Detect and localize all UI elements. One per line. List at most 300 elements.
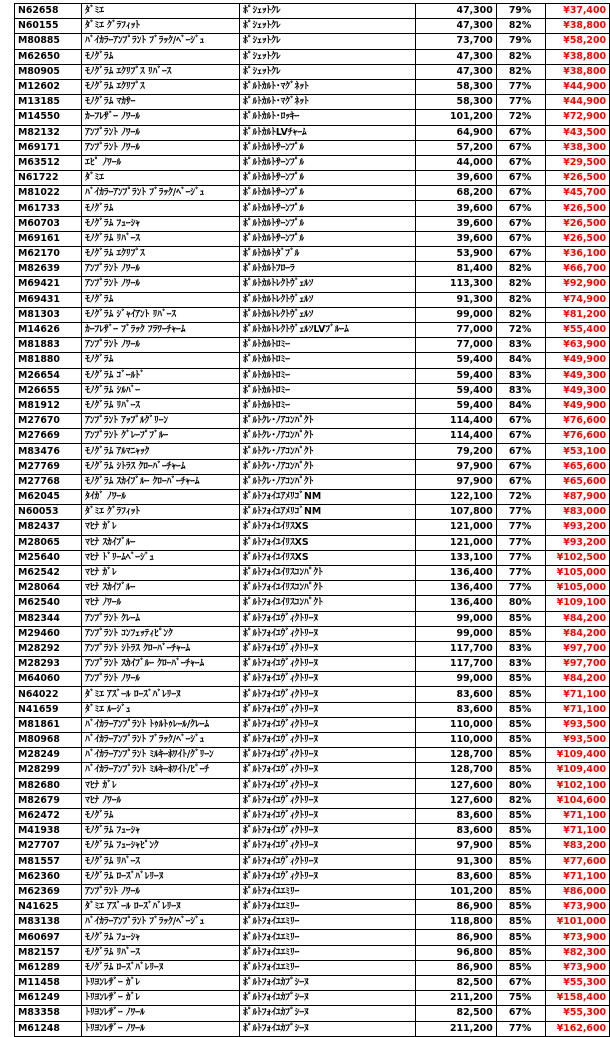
model-name-cell: ﾎﾟﾙﾄｶﾙﾄﾚｸﾄｳﾞｪﾙｿ [240,307,416,322]
table-row [15,808,610,823]
color-name-cell: ｱﾝﾌﾟﾗﾝﾄ ｽｶｲﾌﾞﾙｰ ｸﾛｰﾊﾞｰﾁｬｰﾑ [82,657,240,672]
product-code-cell: N41625 [15,900,82,915]
rate-cell: 85% [496,763,546,778]
product-code-cell: M63512 [15,155,82,170]
color-name-cell: ﾓﾉｸﾞﾗﾑ [82,201,240,216]
sale-price-cell: ¥63,900 [546,338,610,353]
table-row [15,991,610,1006]
color-name-cell: ﾄﾘﾖﾝﾚｻﾞｰ ｶﾞﾚ [82,991,240,1006]
sale-price-cell: ¥76,600 [546,414,610,429]
color-name-cell: ｶｰﾌﾚｻﾞｰ ﾉﾜｰﾙ [82,110,240,125]
model-name-cell: ﾎﾟｼｪｯﾄｸﾚ [240,49,416,64]
product-code-cell: M83138 [15,915,82,930]
list-price-cell: 110,000 [416,717,497,732]
sale-price-cell: ¥97,700 [546,657,610,672]
color-name-cell: ﾄﾘﾖﾝﾚｻﾞｰ ﾉﾜｰﾙ [82,1021,240,1036]
table-row [15,778,610,793]
list-price-cell: 47,300 [416,49,497,64]
list-price-cell: 58,300 [416,79,497,94]
rate-cell: 84% [496,398,546,413]
table-row [15,824,610,839]
rate-cell: 82% [496,49,546,64]
model-name-cell: ﾎﾟﾙﾄﾌｫｲﾕｲﾘｽｺﾝﾊﾟｸﾄ [240,565,416,580]
table-row [15,748,610,763]
sale-price-cell: ¥65,600 [546,459,610,474]
color-name-cell: ｱﾝﾌﾟﾗﾝﾄ ﾉﾜｰﾙ [82,277,240,292]
model-name-cell: ﾎﾟﾙﾄｶﾙﾄﾛﾐｰ [240,353,416,368]
sale-price-cell: ¥102,100 [546,778,610,793]
table-row [15,292,610,307]
model-name-cell: ﾎﾟﾙﾄﾌｫｲﾕｳﾞｨｸﾄﾘｰﾇ [240,672,416,687]
sale-price-cell: ¥77,600 [546,854,610,869]
list-price-cell: 58,300 [416,95,497,110]
product-code-cell: M28064 [15,581,82,596]
rate-cell: 82% [496,262,546,277]
product-code-cell: M62170 [15,247,82,262]
list-price-cell: 101,200 [416,110,497,125]
model-name-cell: ﾎﾟﾙﾄｶﾙﾄ･ﾏｸﾞﾈｯﾄ [240,95,416,110]
list-price-cell: 99,000 [416,626,497,641]
model-name-cell: ﾎﾟﾙﾄﾌｫｲﾕｳﾞｨｸﾄﾘｰﾇ [240,808,416,823]
table-row [15,490,610,505]
table-row [15,520,610,535]
sale-price-cell: ¥82,300 [546,945,610,960]
model-name-cell: ﾎﾟｼｪｯﾄｸﾚ [240,34,416,49]
sale-price-cell: ¥49,300 [546,368,610,383]
table-row [15,717,610,732]
sale-price-cell: ¥87,900 [546,490,610,505]
model-name-cell: ﾎﾟﾙﾄﾌｫｲﾕｴﾐﾘｰ [240,960,416,975]
table-row [15,4,610,19]
product-code-cell: M27768 [15,474,82,489]
model-name-cell: ﾎﾟﾙﾄｶﾙﾄﾚｸﾄｳﾞｪﾙｿ [240,292,416,307]
list-price-cell: 127,600 [416,793,497,808]
color-name-cell: ﾓﾉｸﾞﾗﾑ ﾌｭｰｼｬ [82,216,240,231]
color-name-cell: ｱﾝﾌﾟﾗﾝﾄ ｱｯﾌﾟﾙｸﾞﾘｰﾝ [82,414,240,429]
list-price-cell: 83,600 [416,808,497,823]
product-code-cell: M61289 [15,960,82,975]
table-row [15,474,610,489]
color-name-cell: ｱﾝﾌﾟﾗﾝﾄ ﾉﾜｰﾙ [82,125,240,140]
table-row [15,95,610,110]
rate-cell: 82% [496,307,546,322]
color-name-cell: ﾓﾉｸﾞﾗﾑ ｺﾞｰﾙﾄﾞ [82,368,240,383]
rate-cell: 67% [496,216,546,231]
product-code-cell: M28292 [15,641,82,656]
table-row [15,641,610,656]
sale-price-cell: ¥37,400 [546,4,610,19]
rate-cell: 85% [496,930,546,945]
sale-price-cell: ¥109,100 [546,596,610,611]
sale-price-cell: ¥83,000 [546,505,610,520]
sale-price-cell: ¥26,500 [546,171,610,186]
color-name-cell: ﾊﾞｲｶﾗｰｱﾝﾌﾟﾗﾝﾄ ﾌﾞﾗｯｸ/ﾍﾞｰｼﾞｭ [82,915,240,930]
sale-price-cell: ¥49,900 [546,353,610,368]
table-row [15,793,610,808]
model-name-cell: ﾎﾟﾙﾄﾌｫｲﾕｳﾞｨｸﾄﾘｰﾇ [240,702,416,717]
model-name-cell: ﾎﾟﾙﾄﾌｫｲﾕｲﾘｽｺﾝﾊﾟｸﾄ [240,581,416,596]
rate-cell: 83% [496,368,546,383]
sale-price-cell: ¥44,900 [546,95,610,110]
rate-cell: 85% [496,915,546,930]
product-code-cell: M81557 [15,854,82,869]
table-row [15,231,610,246]
list-price-cell: 68,200 [416,186,497,201]
model-name-cell: ﾎﾟﾙﾄｶﾙﾄLVﾁｬｰﾑ [240,125,416,140]
sale-price-cell: ¥76,600 [546,429,610,444]
color-name-cell: ﾓﾉｸﾞﾗﾑ ﾛｰｽﾞﾊﾞﾚﾘｰﾇ [82,869,240,884]
product-code-cell: M81303 [15,307,82,322]
rate-cell: 77% [496,95,546,110]
color-name-cell: ｴﾋﾟ ﾉﾜｰﾙ [82,155,240,170]
rate-cell: 67% [496,155,546,170]
product-code-cell: M81883 [15,338,82,353]
list-price-cell: 79,200 [416,444,497,459]
rate-cell: 83% [496,383,546,398]
table-row [15,626,610,641]
rate-cell: 85% [496,884,546,899]
color-name-cell: ﾄﾘﾖﾝﾚｻﾞｰ ｶﾞﾚ [82,976,240,991]
rate-cell: 85% [496,672,546,687]
rate-cell: 67% [496,201,546,216]
sale-price-cell: ¥73,900 [546,960,610,975]
sale-price-cell: ¥38,800 [546,64,610,79]
sale-price-cell: ¥93,500 [546,717,610,732]
color-name-cell: ﾀｲｶﾞ ﾉﾜｰﾙ [82,490,240,505]
model-name-cell: ﾎﾟﾙﾄｶﾙﾄｻｰﾝﾌﾟﾙ [240,186,416,201]
list-price-cell: 86,900 [416,900,497,915]
sale-price-cell: ¥71,100 [546,687,610,702]
table-row [15,110,610,125]
product-code-cell: M83476 [15,444,82,459]
model-name-cell: ﾎﾟﾙﾄﾌｫｲﾕｴﾐﾘｰ [240,930,416,945]
table-row [15,915,610,930]
color-name-cell: ﾏﾋﾅ ｽｶｲﾌﾞﾙｰ [82,581,240,596]
model-name-cell: ﾎﾟﾙﾄｶﾙﾄﾚｸﾄｳﾞｪﾙｿLVﾌﾞﾙｰﾑ [240,322,416,337]
table-row [15,960,610,975]
list-price-cell: 117,700 [416,657,497,672]
list-price-cell: 39,600 [416,171,497,186]
table-row [15,262,610,277]
model-name-cell: ﾎﾟﾙﾄﾌｫｲﾕｳﾞｨｸﾄﾘｰﾇ [240,657,416,672]
model-name-cell: ﾎﾟﾙﾄｸﾚ･ﾉｱｺﾝﾊﾟｸﾄ [240,474,416,489]
color-name-cell: ﾀﾞﾐｴ ｸﾞﾗﾌｨｯﾄ [82,505,240,520]
model-name-cell: ﾎﾟﾙﾄｶﾙﾄﾚｸﾄｳﾞｪﾙｿ [240,277,416,292]
table-row [15,976,610,991]
sale-price-cell: ¥101,000 [546,915,610,930]
product-code-cell: N62658 [15,4,82,19]
product-code-cell: M60703 [15,216,82,231]
sale-price-cell: ¥66,700 [546,262,610,277]
product-code-cell: M26654 [15,368,82,383]
model-name-cell: ﾎﾟﾙﾄｶﾙﾄﾛﾐｰ [240,383,416,398]
table-row [15,383,610,398]
product-code-cell: M11458 [15,976,82,991]
product-code-cell: M25640 [15,550,82,565]
table-row [15,900,610,915]
rate-cell: 85% [496,748,546,763]
price-table-body [15,4,610,1037]
model-name-cell: ﾎﾟﾙﾄｸﾚ･ﾉｱｺﾝﾊﾟｸﾄ [240,459,416,474]
model-name-cell: ﾎﾟﾙﾄﾌｫｲﾕｳﾞｨｸﾄﾘｰﾇ [240,763,416,778]
list-price-cell: 47,300 [416,4,497,19]
table-row [15,79,610,94]
product-code-cell: M41938 [15,824,82,839]
sale-price-cell: ¥105,000 [546,581,610,596]
rate-cell: 85% [496,611,546,626]
model-name-cell: ﾎﾟﾙﾄﾌｫｲﾕｱﾒﾘｺﾞNM [240,490,416,505]
color-name-cell: ﾄﾘﾖﾝﾚｻﾞｰ ﾉﾜｰﾙ [82,1006,240,1021]
color-name-cell: ﾓﾉｸﾞﾗﾑ ｴｸﾘﾌﾟｽ ﾘﾊﾞｰｽ [82,64,240,79]
color-name-cell: ﾓﾉｸﾞﾗﾑ [82,353,240,368]
list-price-cell: 57,200 [416,140,497,155]
color-name-cell: ﾏﾋﾅ ｽｶｲﾌﾞﾙｰ [82,535,240,550]
color-name-cell: ﾀﾞﾐｴ ｱｽﾞｰﾙ ﾛｰｽﾞﾊﾞﾚﾘｰﾇ [82,687,240,702]
rate-cell: 80% [496,778,546,793]
list-price-cell: 39,600 [416,231,497,246]
table-row [15,338,610,353]
list-price-cell: 97,900 [416,459,497,474]
table-row [15,1006,610,1021]
model-name-cell: ﾎﾟﾙﾄﾌｫｲﾕｴﾐﾘｰ [240,915,416,930]
product-code-cell: M82344 [15,611,82,626]
product-code-cell: M13185 [15,95,82,110]
rate-cell: 67% [496,171,546,186]
rate-cell: 85% [496,900,546,915]
table-row [15,596,610,611]
sale-price-cell: ¥71,100 [546,869,610,884]
rate-cell: 77% [496,565,546,580]
sale-price-cell: ¥97,700 [546,641,610,656]
list-price-cell: 96,800 [416,945,497,960]
sale-price-cell: ¥26,500 [546,231,610,246]
rate-cell: 85% [496,702,546,717]
product-code-cell: N41659 [15,702,82,717]
sale-price-cell: ¥72,900 [546,110,610,125]
rate-cell: 67% [496,125,546,140]
list-price-cell: 59,400 [416,383,497,398]
list-price-cell: 86,900 [416,930,497,945]
list-price-cell: 107,800 [416,505,497,520]
sale-price-cell: ¥55,300 [546,976,610,991]
table-row [15,505,610,520]
color-name-cell: ﾓﾉｸﾞﾗﾑ ﾘﾊﾞｰｽ [82,231,240,246]
list-price-cell: 82,500 [416,1006,497,1021]
list-price-cell: 53,900 [416,247,497,262]
list-price-cell: 59,400 [416,368,497,383]
list-price-cell: 83,600 [416,869,497,884]
model-name-cell: ﾎﾟﾙﾄﾌｫｲﾕｶﾌﾟｼｰﾇ [240,1021,416,1036]
model-name-cell: ﾎﾟﾙﾄﾌｫｲﾕｶﾌﾟｼｰﾇ [240,976,416,991]
sale-price-cell: ¥26,500 [546,216,610,231]
list-price-cell: 97,900 [416,474,497,489]
color-name-cell: ﾓﾉｸﾞﾗﾑ ﾘﾊﾞｰｽ [82,398,240,413]
model-name-cell: ﾎﾟﾙﾄﾌｫｲﾕｳﾞｨｸﾄﾘｰﾇ [240,824,416,839]
rate-cell: 82% [496,292,546,307]
table-row [15,459,610,474]
rate-cell: 82% [496,19,546,34]
table-row [15,611,610,626]
product-code-cell: M69431 [15,292,82,307]
model-name-cell: ﾎﾟﾙﾄﾌｫｲﾕｳﾞｨｸﾄﾘｰﾇ [240,687,416,702]
list-price-cell: 101,200 [416,884,497,899]
color-name-cell: ﾓﾉｸﾞﾗﾑ ﾘﾊﾞｰｽ [82,945,240,960]
table-row [15,884,610,899]
list-price-cell: 121,000 [416,520,497,535]
product-code-cell: M82437 [15,520,82,535]
product-code-cell: M60697 [15,930,82,945]
sale-price-cell: ¥71,100 [546,824,610,839]
table-row [15,125,610,140]
table-row [15,672,610,687]
color-name-cell: ﾊﾞｲｶﾗｰｱﾝﾌﾟﾗﾝﾄ ﾌﾞﾗｯｸ/ﾍﾞｰｼﾞｭ [82,733,240,748]
model-name-cell: ﾎﾟﾙﾄｶﾙﾄｻｰﾝﾌﾟﾙ [240,231,416,246]
rate-cell: 67% [496,976,546,991]
model-name-cell: ﾎﾟｼｪｯﾄｸﾚ [240,19,416,34]
list-price-cell: 136,400 [416,581,497,596]
sale-price-cell: ¥73,900 [546,930,610,945]
list-price-cell: 136,400 [416,565,497,580]
model-name-cell: ﾎﾟﾙﾄﾌｫｲﾕｶﾌﾟｼｰﾇ [240,991,416,1006]
color-name-cell: ﾓﾉｸﾞﾗﾑ ｼﾞｬｲｱﾝﾄ ﾘﾊﾞｰｽ [82,307,240,322]
color-name-cell: ﾓﾉｸﾞﾗﾑ ﾘﾊﾞｰｽ [82,854,240,869]
product-code-cell: M64060 [15,672,82,687]
model-name-cell: ﾎﾟﾙﾄﾌｫｲﾕｳﾞｨｸﾄﾘｰﾇ [240,793,416,808]
model-name-cell: ﾎﾟﾙﾄｶﾙﾄﾛﾐｰ [240,338,416,353]
rate-cell: 85% [496,626,546,641]
list-price-cell: 97,900 [416,839,497,854]
list-price-cell: 211,200 [416,991,497,1006]
model-name-cell: ﾎﾟﾙﾄﾌｫｲﾕｴﾐﾘｰ [240,884,416,899]
model-name-cell: ﾎﾟﾙﾄｶﾙﾄｻｰﾝﾌﾟﾙ [240,171,416,186]
product-code-cell: N61722 [15,171,82,186]
table-row [15,186,610,201]
product-code-cell: M28249 [15,748,82,763]
list-price-cell: 121,000 [416,535,497,550]
rate-cell: 85% [496,945,546,960]
color-name-cell: ｱﾝﾌﾟﾗﾝﾄ ﾉﾜｰﾙ [82,672,240,687]
table-row [15,216,610,231]
rate-cell: 67% [496,140,546,155]
rate-cell: 77% [496,1021,546,1036]
sale-price-cell: ¥49,900 [546,398,610,413]
rate-cell: 67% [496,429,546,444]
color-name-cell: ﾓﾉｸﾞﾗﾑ ｴｸﾘﾌﾟｽ [82,79,240,94]
rate-cell: 67% [496,247,546,262]
model-name-cell: ﾎﾟﾙﾄｶﾙﾄﾛﾐｰ [240,368,416,383]
model-name-cell: ﾎﾟﾙﾄｸﾚ･ﾉｱｺﾝﾊﾟｸﾄ [240,414,416,429]
table-row [15,702,610,717]
color-name-cell: ﾓﾉｸﾞﾗﾑ ｱﾙﾏﾆｬｯｸ [82,444,240,459]
rate-cell: 84% [496,353,546,368]
model-name-cell: ﾎﾟﾙﾄﾌｫｲﾕｱﾒﾘｺﾞNM [240,505,416,520]
sale-price-cell: ¥53,100 [546,444,610,459]
table-row [15,854,610,869]
color-name-cell: ﾊﾞｲｶﾗｰｱﾝﾌﾟﾗﾝﾄ ﾐﾙｷｰﾎﾜｲﾄ/ｸﾞﾘｰﾝ [82,748,240,763]
color-name-cell: ﾀﾞﾐｴ [82,171,240,186]
model-name-cell: ﾎﾟﾙﾄｶﾙﾄ･ﾛｯｷｰ [240,110,416,125]
sale-price-cell: ¥93,500 [546,733,610,748]
list-price-cell: 86,900 [416,960,497,975]
color-name-cell: ﾏﾋﾅ ﾉﾜｰﾙ [82,793,240,808]
list-price-cell: 128,700 [416,763,497,778]
rate-cell: 83% [496,657,546,672]
list-price-cell: 118,800 [416,915,497,930]
product-code-cell: M61249 [15,991,82,1006]
table-row [15,869,610,884]
sale-price-cell: ¥86,000 [546,884,610,899]
sale-price-cell: ¥104,600 [546,793,610,808]
product-code-cell: M62472 [15,808,82,823]
product-code-cell: M81912 [15,398,82,413]
table-row [15,155,610,170]
rate-cell: 85% [496,960,546,975]
rate-cell: 67% [496,459,546,474]
list-price-cell: 77,000 [416,322,497,337]
color-name-cell: ﾓﾉｸﾞﾗﾑ ﾌｭｰｼｬﾋﾟﾝｸ [82,839,240,854]
table-row [15,277,610,292]
list-price-cell: 83,600 [416,687,497,702]
product-code-cell: M62045 [15,490,82,505]
rate-cell: 77% [496,535,546,550]
product-code-cell: M62542 [15,565,82,580]
sale-price-cell: ¥158,400 [546,991,610,1006]
sale-price-cell: ¥84,200 [546,626,610,641]
list-price-cell: 73,700 [416,34,497,49]
color-name-cell: ｱﾝﾌﾟﾗﾝﾄ ｸﾚｰﾑ [82,611,240,626]
product-code-cell: M81861 [15,717,82,732]
list-price-cell: 117,700 [416,641,497,656]
rate-cell: 85% [496,869,546,884]
sale-price-cell: ¥71,100 [546,702,610,717]
color-name-cell: ｱﾝﾌﾟﾗﾝﾄ ｺﾝﾌｪｯﾃｨﾋﾟﾝｸ [82,626,240,641]
model-name-cell: ﾎﾟﾙﾄﾌｫｲﾕｳﾞｨｸﾄﾘｰﾇ [240,641,416,656]
rate-cell: 85% [496,824,546,839]
color-name-cell: ｱﾝﾌﾟﾗﾝﾄ ﾉﾜｰﾙ [82,140,240,155]
color-name-cell: ﾀﾞﾐｴ ﾙｰｼﾞｭ [82,702,240,717]
product-code-cell: M12602 [15,79,82,94]
sale-price-cell: ¥38,300 [546,140,610,155]
table-row [15,307,610,322]
table-row [15,733,610,748]
color-name-cell: ﾊﾞｲｶﾗｰｱﾝﾌﾟﾗﾝﾄ ﾐﾙｷｰﾎﾜｲﾄ/ﾋﾟｰﾁ [82,763,240,778]
color-name-cell: ﾓﾉｸﾞﾗﾑ ｽｶｲﾌﾞﾙｰ ｸﾛｰﾊﾞｰﾁｬｰﾑ [82,474,240,489]
sale-price-cell: ¥83,200 [546,839,610,854]
rate-cell: 72% [496,110,546,125]
table-row [15,945,610,960]
sale-price-cell: ¥36,100 [546,247,610,262]
color-name-cell: ﾓﾉｸﾞﾗﾑ ｼﾙﾊﾞｰ [82,383,240,398]
color-name-cell: ｱﾝﾌﾟﾗﾝﾄ ﾉﾜｰﾙ [82,338,240,353]
sale-price-cell: ¥93,200 [546,520,610,535]
sale-price-cell: ¥26,500 [546,201,610,216]
rate-cell: 77% [496,520,546,535]
rate-cell: 77% [496,550,546,565]
product-code-cell: N64022 [15,687,82,702]
table-row [15,657,610,672]
table-row [15,201,610,216]
rate-cell: 85% [496,854,546,869]
product-code-cell: M69421 [15,277,82,292]
model-name-cell: ﾎﾟﾙﾄﾌｫｲﾕｳﾞｨｸﾄﾘｰﾇ [240,839,416,854]
product-code-cell: M62650 [15,49,82,64]
sale-price-cell: ¥45,700 [546,186,610,201]
product-code-cell: M62360 [15,869,82,884]
product-code-cell: N60053 [15,505,82,520]
color-name-cell: ﾓﾉｸﾞﾗﾑ ﾛｰｽﾞﾊﾞﾚﾘｰﾇ [82,960,240,975]
color-name-cell: ﾀﾞﾐｴ ｸﾞﾗﾌｨｯﾄ [82,19,240,34]
model-name-cell: ﾎﾟﾙﾄｶﾙﾄ･ﾏｸﾞﾈｯﾄ [240,79,416,94]
